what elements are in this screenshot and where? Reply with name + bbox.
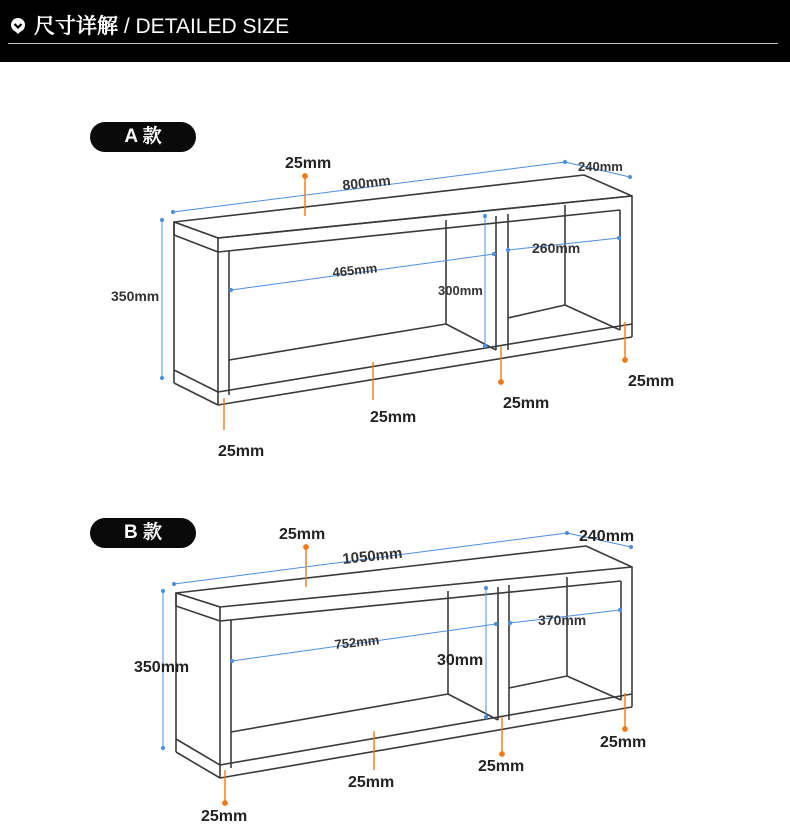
shelf-a-right-width-label: 260mm: [532, 240, 581, 256]
shelf-a-divider-label: 25mm: [503, 395, 550, 412]
shelf-b-drawing: [176, 546, 632, 778]
badge-model-b: B 款: [90, 518, 196, 548]
shelf-b-inner-height-label: 30mm: [437, 652, 484, 669]
shelf-a-left-board-label: 25mm: [218, 443, 265, 460]
shelf-b-top-board-label: 25mm: [279, 526, 326, 543]
shelf-b-divider-label: 25mm: [478, 758, 525, 775]
shelf-b-left-width-label: 752mm: [333, 632, 380, 652]
shelf-b-right-board-label: 25mm: [600, 734, 647, 751]
title-separator: /: [118, 15, 136, 38]
shelf-b-left-board-label: 25mm: [201, 808, 248, 825]
shelf-a-length-label: 800mm: [341, 172, 392, 193]
shelf-a-top-board-label: 25mm: [285, 155, 332, 172]
badge-model-a: A 款: [90, 122, 196, 152]
shelf-a-depth-label: 240mm: [578, 159, 623, 174]
shelf-b-height-label: 350mm: [134, 659, 190, 676]
shelf-b-bottom-board-label: 25mm: [348, 774, 395, 791]
shelf-a-inner-height-label: 300mm: [438, 283, 483, 298]
shelf-a-bottom-board-label: 25mm: [370, 409, 417, 426]
shelf-a-right-board-label: 25mm: [628, 373, 675, 390]
shelf-b-length-label: 1050mm: [341, 544, 404, 568]
shelf-a-height-label: 350mm: [111, 288, 160, 304]
shelf-a-top-board: [174, 175, 632, 238]
shelf-a-drawing: [174, 175, 632, 405]
title-chinese: 尺寸详解: [34, 15, 118, 38]
shelf-a-left-width-label: 465mm: [331, 260, 378, 280]
title-english: DETAILED SIZE: [135, 15, 290, 38]
shelf-b-depth-label: 240mm: [579, 528, 635, 545]
shelf-b-right-width-label: 370mm: [538, 612, 587, 628]
shelf-b-top-board: [176, 546, 632, 607]
